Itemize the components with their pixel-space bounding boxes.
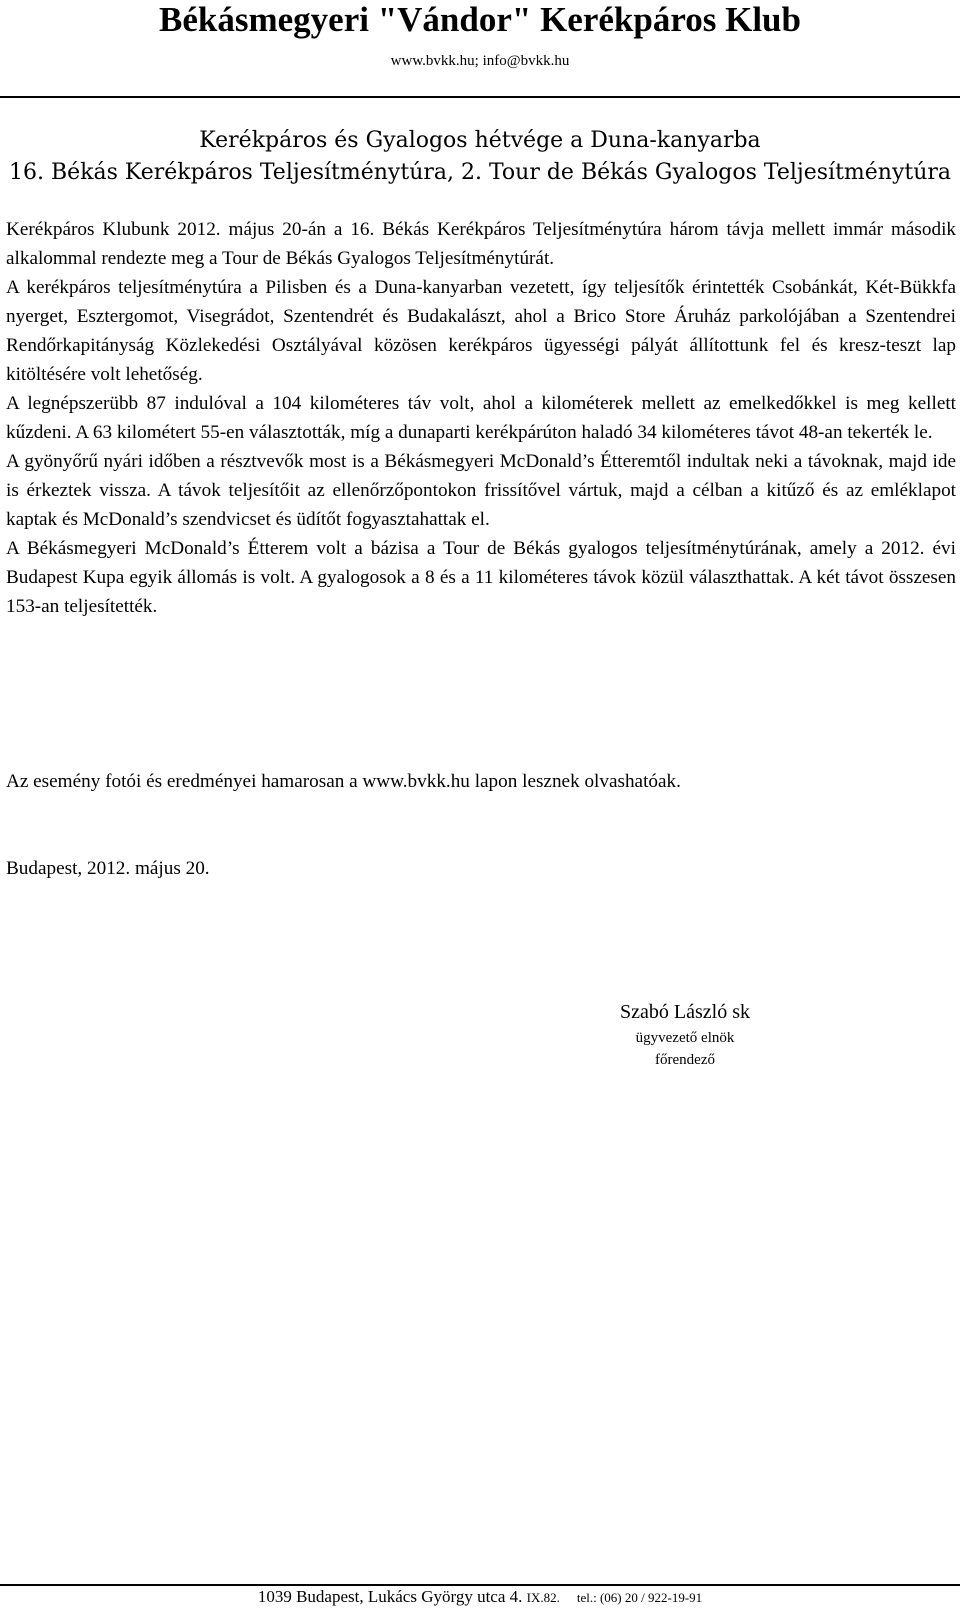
article-body [6,215,956,621]
headline-title: Kerékpáros és Gyalogos hétvége a Duna-kanyarba [199,128,761,153]
paragraph: A Békásmegyeri McDonald’s Étterem volt a bázisa a Tour de Békás gyalogos teljesítménytúrának, amely a 2012. évi Budapest Kupa egyik állomás is volt. A gyalogosok a 8 és a 11 kilométeres távok közül választhattak. A két távot összesen 153-an teljesítették. [6,538,956,617]
organization-contact: www.bvkk.hu; info@bvkk.hu [390,53,570,69]
signatory-role: ügyvezető elnök [635,1030,735,1046]
paragraph: A legnépszerübb 87 indulóval a 104 kilométeres táv volt, ahol a kilométerek mellett az emelkedőkkel is meg kellett kűzdeni. A 63 kilométert 55-en választották, míg a dunaparti kerékpárúton haladó 34 kilométeres távot 48-an tekerték le. [6,393,956,443]
footer [0,1587,960,1608]
header-divider [0,96,960,98]
paragraph: A kerékpáros teljesítménytúra a Pilisben és a Duna-kanyarban vezetett, így teljesítők érintették Csobánkát, Két-Bükkfa nyerget, Esztergomot, Visegrádot, Szentendrét és Budakalászt, ahol a Brico Store Áruház parkolójában a Szentendrei Rendőrkapitányság Közlekedési Osztályával közösen kerékpáros ügyességi pályát állítottunk fel és kresz-teszt lap kitöltésére volt lehetőség. [6,277,956,385]
dateline: Budapest, 2012. május 20. [6,858,210,879]
footer-address: 1039 Budapest, Lukács György utca 4. [257,1587,523,1606]
organization-title: Békásmegyeri "Vándor" Kerékpáros Klub [159,0,801,39]
footer-divider [0,1584,960,1586]
signatory-role-secondary: főrendező [655,1052,715,1068]
paragraph: A gyönyőrű nyári időben a résztvevők most is a Békásmegyeri McDonald’s Étteremtől indultak neki a távoknak, majd ide is érkeztek vissza. A távok teljesítőit az ellenőrzőpontokon frissítővel vártuk, majd a célban a kitűző és az emléklapot kaptak és McDonald’s szendvicset és üdítőt fogyasztahattak el. [6,451,956,530]
headline-subtitle: 16. Békás Kerékpáros Teljesítménytúra, 2. Tour de Békás Gyalogos Teljesítménytúra [8,160,952,185]
footer-phone: tel.: (06) 20 / 922-19-91 [576,1590,703,1605]
closing-note: Az esemény fotói és eredményei hamarosan a www.bvkk.hu lapon lesznek olvashatóak. [6,771,681,792]
paragraph: Kerékpáros Klubunk 2012. május 20-án a 16. Békás Kerékpáros Teljesítménytúra három távja mellett immár második alkalommal rendezte meg a Tour de Békás Gyalogos Teljesítménytúrát. [6,219,956,269]
signature-block [560,997,810,1071]
footer-apartment: IX.82. [526,1590,560,1605]
signatory-name: Szabó László sk [620,1001,750,1023]
